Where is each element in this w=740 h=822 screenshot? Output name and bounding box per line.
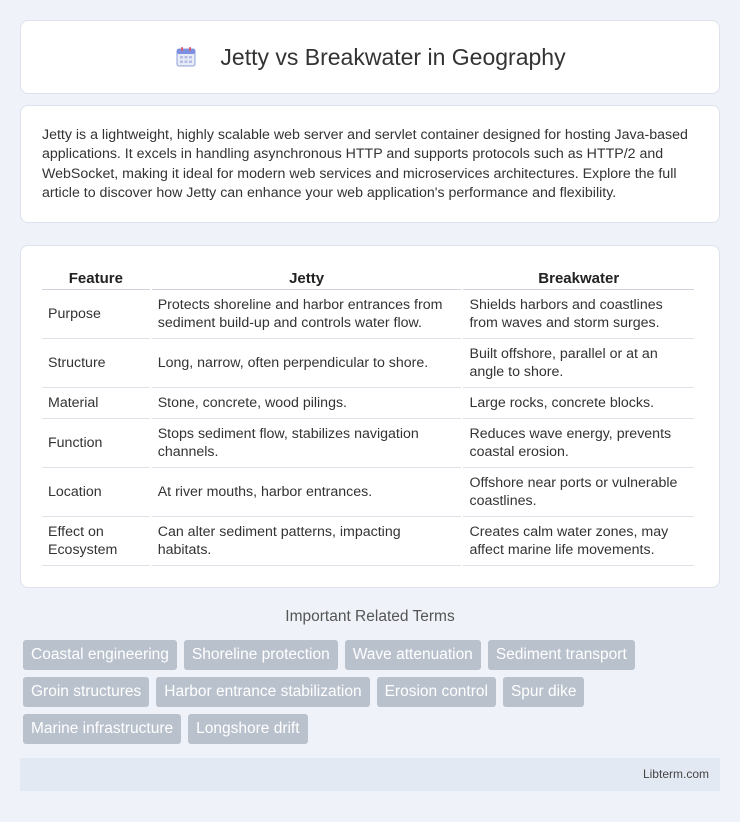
related-terms-list	[23, 640, 723, 744]
table-row	[42, 290, 694, 339]
page-header	[20, 20, 720, 94]
jetty-cell: Stops sediment flow, stabilizes navigation channels.	[152, 419, 462, 468]
intro-card	[20, 105, 720, 223]
related-term-tag[interactable]: Marine infrastructure	[23, 714, 181, 744]
related-term-tag[interactable]: Erosion control	[377, 677, 496, 707]
breakwater-cell: Built offshore, parallel or at an angle to shore.	[463, 339, 694, 388]
table-row	[42, 419, 694, 468]
header-breakwater: Breakwater	[463, 264, 694, 290]
feature-cell: Function	[42, 419, 150, 468]
related-term-tag[interactable]: Spur dike	[503, 677, 584, 707]
related-term-tag[interactable]: Harbor entrance stabilization	[156, 677, 369, 707]
related-terms-title: Important Related Terms	[285, 608, 455, 625]
breakwater-cell: Shields harbors and coastlines from waves and storm surges.	[463, 290, 694, 339]
footer-site-link[interactable]: Libterm.com	[642, 767, 709, 781]
jetty-cell: Can alter sediment patterns, impacting habitats.	[152, 517, 462, 566]
feature-cell: Structure	[42, 339, 150, 388]
breakwater-cell: Offshore near ports or vulnerable coastlines.	[463, 468, 694, 517]
related-term-tag[interactable]: Wave attenuation	[345, 640, 481, 670]
related-term-tag[interactable]: Shoreline protection	[184, 640, 338, 670]
breakwater-cell: Reduces wave energy, prevents coastal erosion.	[463, 419, 694, 468]
feature-cell: Material	[42, 388, 150, 419]
calendar-icon	[174, 45, 198, 69]
comparison-card	[20, 245, 720, 588]
page-title: Jetty vs Breakwater in Geography	[220, 43, 566, 70]
jetty-cell: Protects shoreline and harbor entrances from sediment build-up and controls water flow.	[152, 290, 462, 339]
breakwater-cell: Large rocks, concrete blocks.	[463, 388, 694, 419]
table-row	[42, 517, 694, 566]
table-row	[42, 388, 694, 419]
feature-cell: Location	[42, 468, 150, 517]
comparison-table	[40, 264, 696, 566]
jetty-cell: At river mouths, harbor entrances.	[152, 468, 462, 517]
intro-text: Jetty is a lightweight, highly scalable web server and servlet container designed for hosting Java-based applications. It excels in handling asynchronous HTTP and supports protocols such as HTTP/2 and WebSocket, making it ideal for modern web services and microservices architectures. Explore the full article to discover how Jetty can enhance your web application's performance and flexibility.	[42, 127, 688, 202]
jetty-cell: Long, narrow, often perpendicular to shore.	[152, 339, 462, 388]
feature-cell: Purpose	[42, 290, 150, 339]
related-term-tag[interactable]: Groin structures	[23, 677, 149, 707]
related-term-tag[interactable]: Sediment transport	[488, 640, 635, 670]
header-jetty: Jetty	[152, 264, 462, 290]
footer	[20, 758, 720, 791]
feature-cell: Effect on Ecosystem	[42, 517, 150, 566]
breakwater-cell: Creates calm water zones, may affect marine life movements.	[463, 517, 694, 566]
related-term-tag[interactable]: Longshore drift	[188, 714, 307, 744]
table-row	[42, 468, 694, 517]
related-term-tag[interactable]: Coastal engineering	[23, 640, 177, 670]
header-feature: Feature	[42, 264, 150, 290]
table-row	[42, 339, 694, 388]
jetty-cell: Stone, concrete, wood pilings.	[152, 388, 462, 419]
